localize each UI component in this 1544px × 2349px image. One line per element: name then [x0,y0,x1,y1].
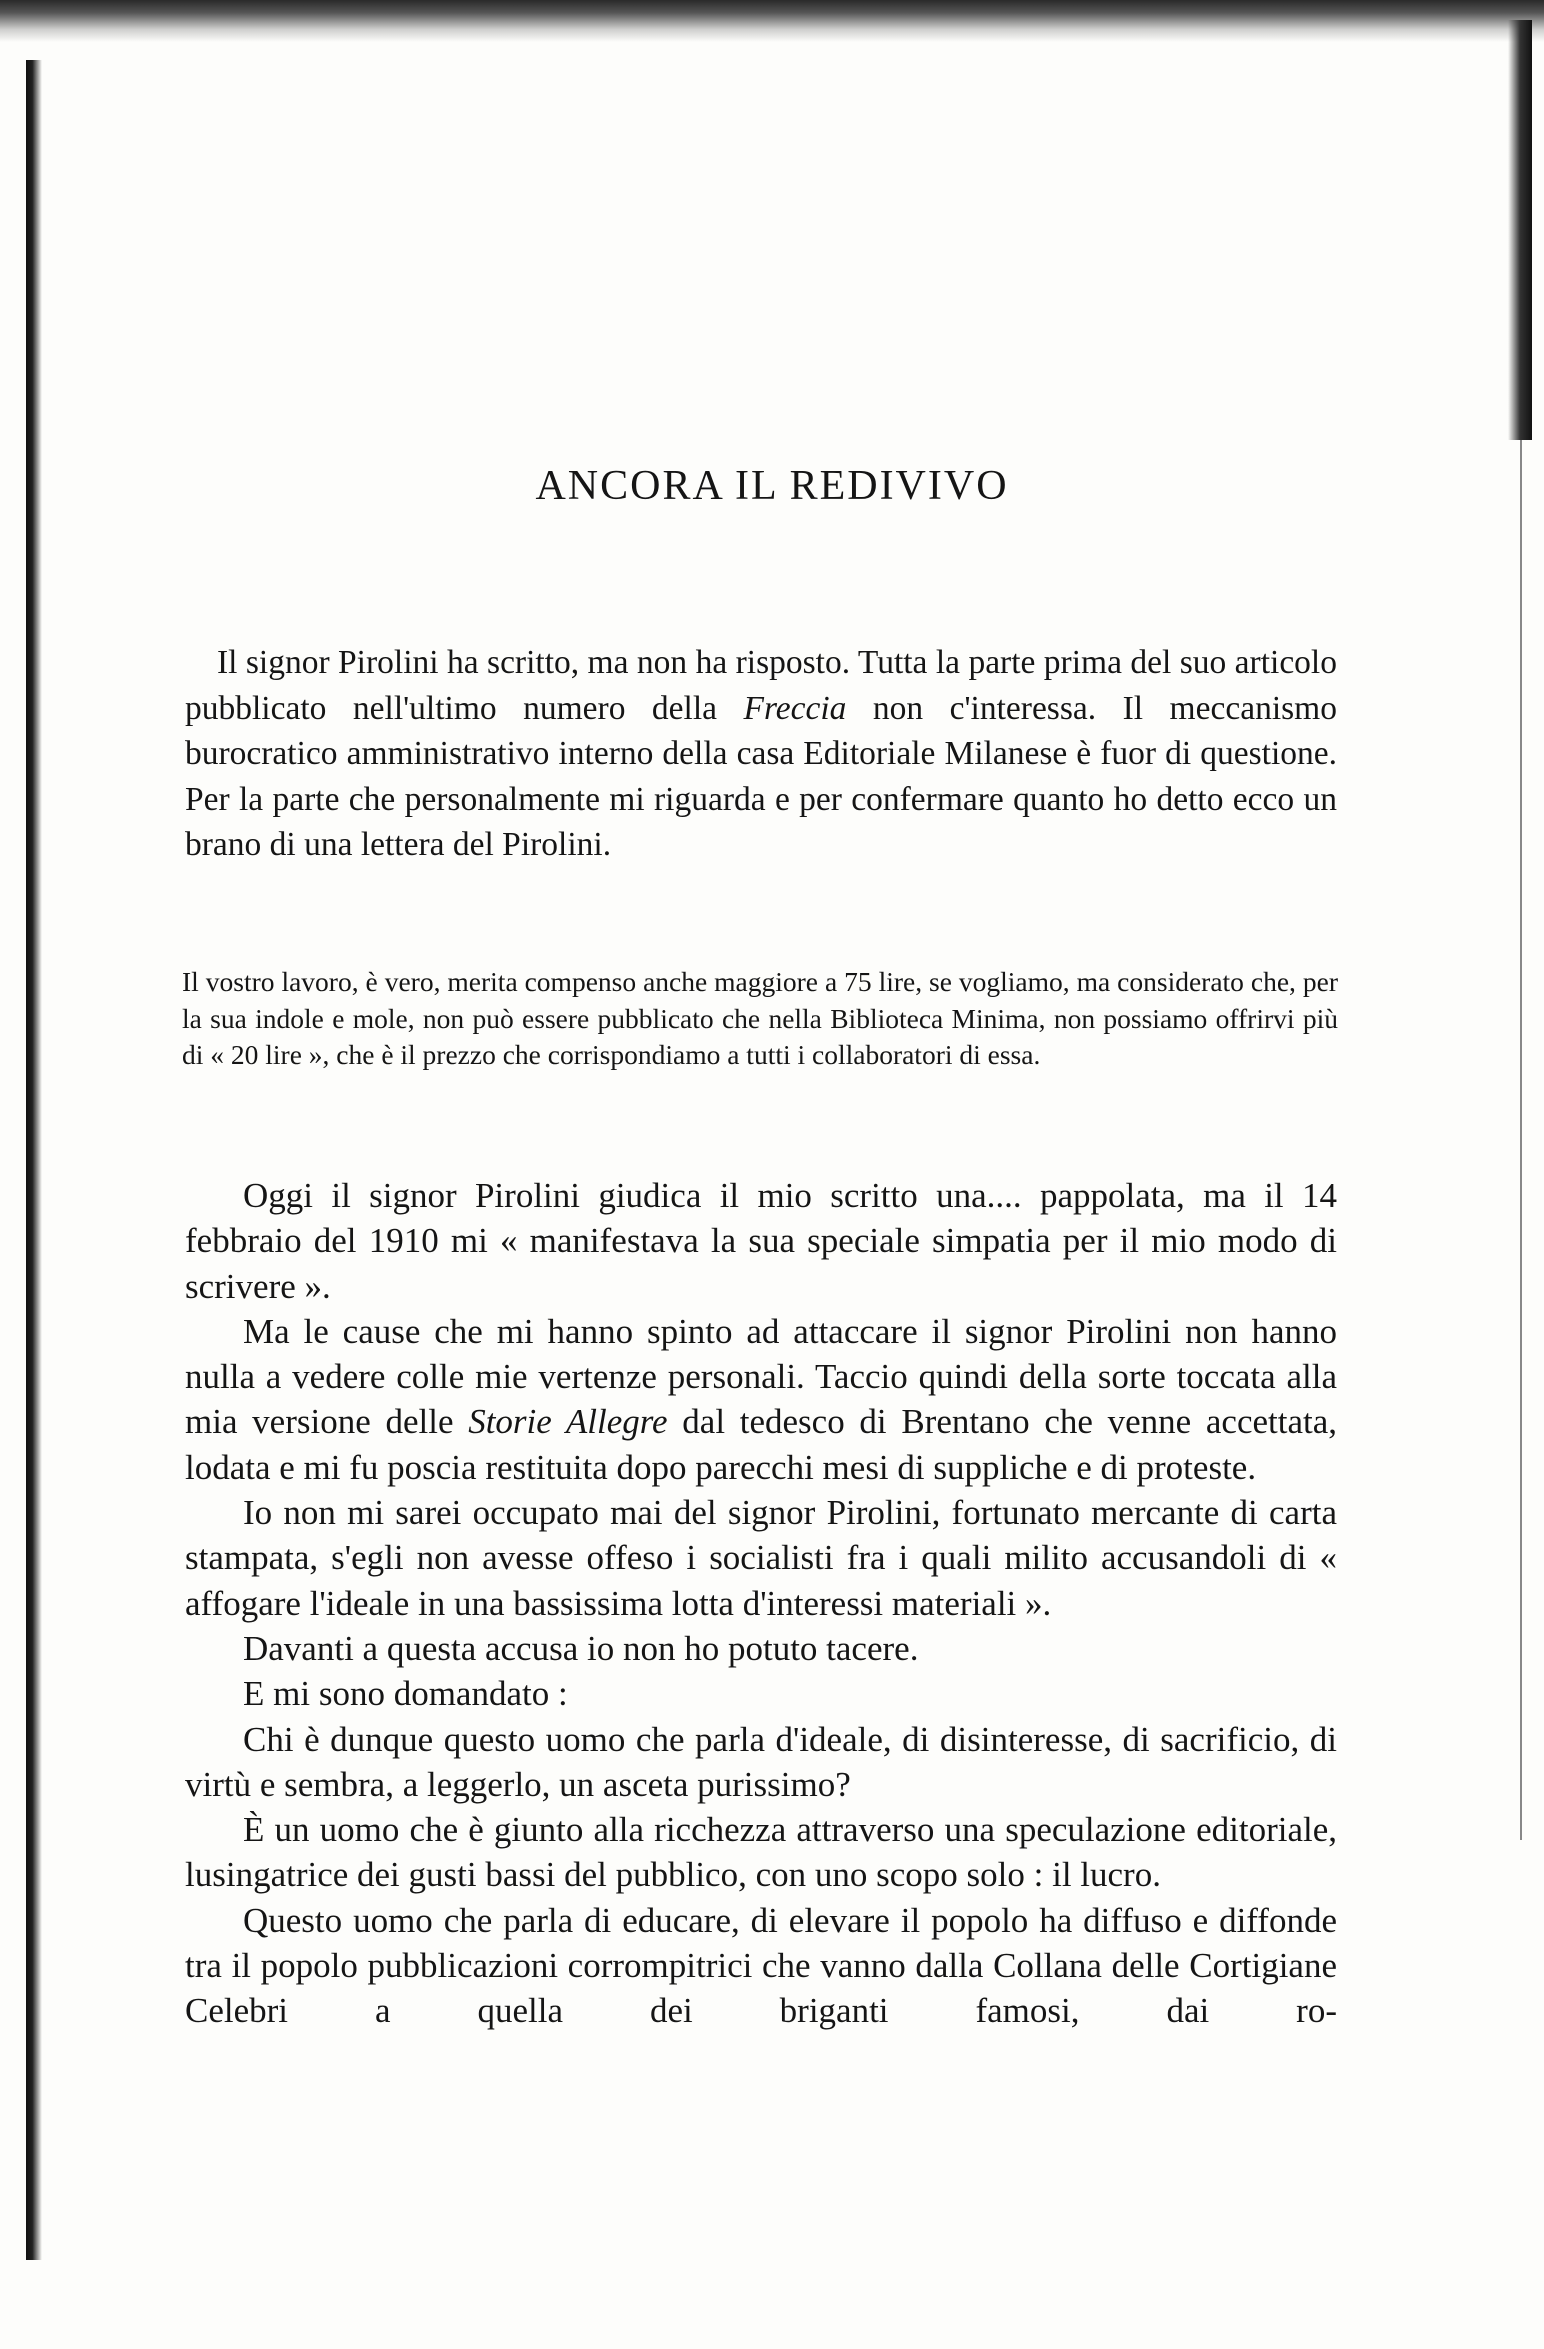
scan-shadow-right [1508,20,1532,440]
paragraph: Oggi il signor Pirolini giudica il mio scritto una.... pappolata, ma il 14 febbraio del 1910 mi « manifestava la sua speciale simpatia per il mio modo di scrivere ». [185,1176,1337,1306]
paragraph: E mi sono domandato : [243,1674,568,1714]
scan-shadow-left [26,60,42,2260]
chapter-title: ANCORA IL REDIVIVO [535,463,1009,509]
journal-name: Freccia [743,689,847,727]
quoted-letter: Il vostro lavoro, è vero, merita compenso anche maggiore a 75 lire, se vogliamo, ma considerato che, per la sua indole e mole, non può essere pubblicato che nella Biblioteca Minima, non possiamo offrirvi più di « 20 lire », che è il prezzo che corrispondiamo a tutti i collaboratori di essa. [182,966,1338,1070]
book-title: Storie Allegre [468,1402,668,1442]
paragraph-text-start: Ma le cause che mi hanno spinto ad attaccare il signor Pirolini non hanno nulla a vedere colle mie vertenze personali. Taccio quindi della sorte toccata alla mia versione delle [185,1311,1337,1442]
intro-text-end: non c'interessa. Il meccanismo burocratico amministrativo interno della casa Editoriale Milanese è fuor di questione. Per la parte che personalmente mi riguarda e per confermare quanto ho detto ecco un brano di una lettera del Pirolini. [185,689,1337,863]
paragraph: Davanti a questa accusa io non ho potuto tacere. [243,1628,919,1668]
paragraph: Questo uomo che parla di educare, di elevare il popolo ha diffuso e diffonde tra il popolo pubblicazioni corrompitrici che vanno dalla Collana delle Cortigiane Celebri a quella dei briganti famosi, dai ro- [185,1900,1337,2031]
paragraph: Io non mi sarei occupato mai del signor Pirolini, fortunato mercante di carta stampata, s'egli non avesse offeso i socialisti fra i quali milito accusandoli di « affogare l'ideale in una bassissima lotta d'interessi materiali ». [185,1493,1337,1623]
paragraph: Chi è dunque questo uomo che parla d'ideale, di disinteresse, di sacrificio, di virtù e sembra, a leggerlo, un asceta purissimo? [185,1719,1337,1804]
intro-paragraph [185,640,1337,868]
body-text [185,1173,1337,2034]
paragraph-text-end: dal tedesco di Brentano che venne accettata, lodata e mi fu poscia restituita dopo parecchi mesi di suppliche e di proteste. [185,1402,1337,1487]
paragraph [185,1309,1337,1490]
scan-edge-right [1520,440,1522,1840]
intro-text-start: Il signor Pirolini ha scritto, ma non ha risposto. Tutta la parte prima del suo articolo pubblicato nell'ultimo numero della [185,644,1337,727]
scan-shadow-top [0,0,1544,42]
paragraph: È un uomo che è giunto alla ricchezza attraverso una speculazione editoriale, lusingatrice dei gusti bassi del pubblico, con uno scopo solo : il lucro. [185,1810,1337,1895]
